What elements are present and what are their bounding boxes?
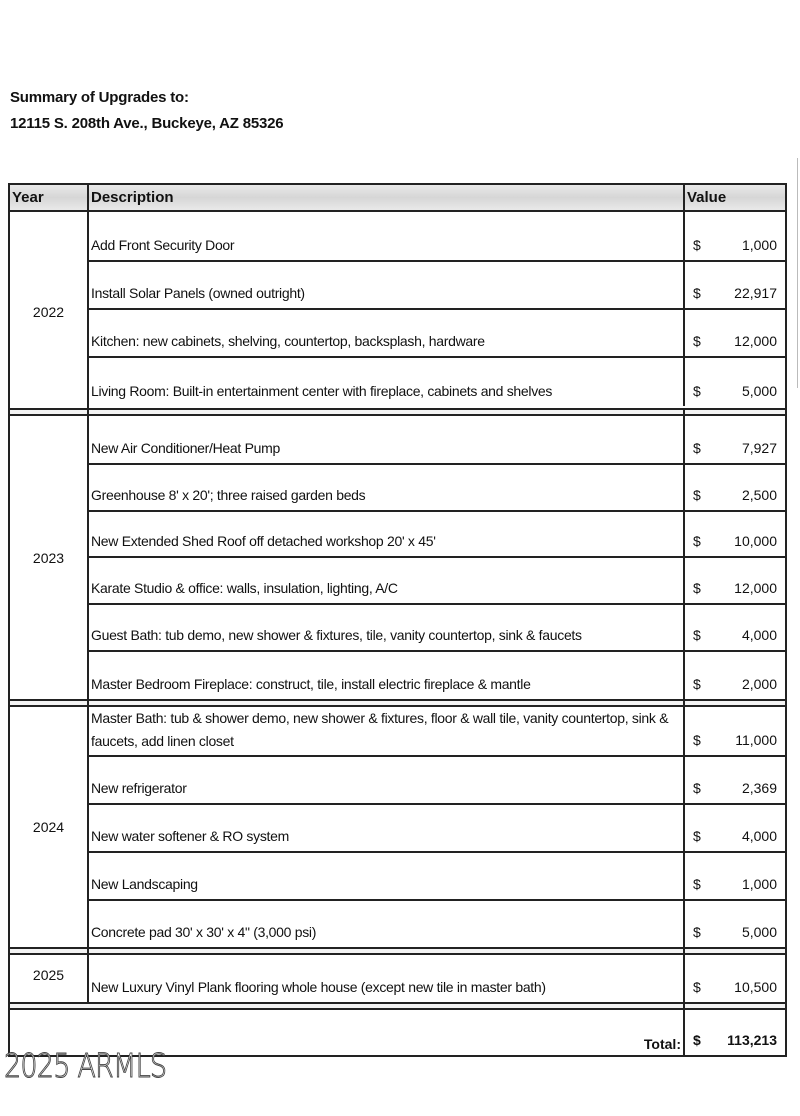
value-cell (685, 262, 785, 308)
currency-symbol: $ (693, 439, 701, 456)
value-cell (685, 465, 785, 510)
table-row (89, 262, 785, 310)
year-cell: 2023 (10, 416, 89, 699)
currency-symbol: $ (693, 1032, 701, 1048)
year-cell: 2024 (10, 707, 89, 947)
description-cell: New Landscaping (89, 853, 685, 899)
value-cell (685, 652, 785, 699)
description-cell: Karate Studio & office: walls, insulation, lighting, A/C (89, 558, 685, 603)
value-cell (685, 853, 785, 899)
description-cell: New Extended Shed Roof off detached workshop 20' x 45' (89, 512, 685, 557)
year-cell: 2022 (10, 212, 89, 408)
description-cell: Master Bedroom Fireplace: construct, tile, install electric fireplace & mantle (89, 652, 685, 699)
description-cell: New Luxury Vinyl Plank flooring whole house (except new tile in master bath) (89, 955, 685, 1002)
description-cell: Install Solar Panels (owned outright) (89, 262, 685, 308)
year-group-2025 (10, 955, 785, 1004)
value-cell (685, 512, 785, 557)
value-cell (685, 358, 785, 406)
value-amount: 1,000 (741, 876, 777, 892)
description-cell: New Air Conditioner/Heat Pump (89, 416, 685, 463)
value-amount: 4,000 (741, 828, 777, 844)
currency-symbol: $ (693, 876, 701, 892)
description-cell: Kitchen: new cabinets, shelving, countertop, backsplash, hardware (89, 310, 685, 356)
table-row (89, 652, 785, 699)
table-row (89, 605, 785, 652)
value-amount: 7,927 (741, 439, 777, 456)
description-cell: Greenhouse 8' x 20'; three raised garden beds (89, 465, 685, 510)
description-cell: Master Bath: tub & shower demo, new shower & fixtures, floor & wall tile, vanity countertop, sink & faucets, add linen closet (89, 707, 685, 755)
value-amount: 5,000 (741, 924, 777, 940)
total-amount: 113,213 (727, 1032, 777, 1048)
year-cell: 2025 (10, 955, 89, 1002)
value-cell (685, 416, 785, 463)
value-amount: 10,500 (734, 979, 777, 995)
total-label: Total: (10, 1010, 685, 1055)
table-row (89, 465, 785, 512)
value-cell (685, 805, 785, 851)
currency-symbol: $ (693, 627, 701, 644)
currency-symbol: $ (693, 333, 701, 349)
year-group-2023 (10, 416, 785, 701)
table-row (89, 512, 785, 559)
year-group-2024 (10, 707, 785, 949)
description-cell: Living Room: Built-in entertainment center with fireplace, cabinets and shelves (89, 358, 685, 406)
value-cell (685, 212, 785, 260)
value-amount: 1,000 (741, 237, 777, 253)
value-amount: 2,500 (741, 486, 777, 503)
currency-symbol: $ (693, 533, 701, 550)
value-cell (685, 757, 785, 803)
currency-symbol: $ (693, 979, 701, 995)
armls-watermark: 2025 ARMLS (4, 1046, 167, 1085)
table-row (89, 853, 785, 901)
table-row (89, 416, 785, 465)
column-header-description: Description (89, 185, 685, 210)
value-cell (685, 558, 785, 603)
description-cell: Guest Bath: tub demo, new shower & fixtures, tile, vanity countertop, sink & faucets (89, 605, 685, 650)
value-amount: 12,000 (734, 580, 777, 597)
description-cell: New refrigerator (89, 757, 685, 803)
column-header-year: Year (10, 185, 89, 210)
description-cell: Add Front Security Door (89, 212, 685, 260)
table-row (89, 310, 785, 358)
value-amount: 11,000 (735, 732, 777, 748)
value-amount: 4,000 (741, 627, 777, 644)
description-cell: Concrete pad 30' x 30' x 4" (3,000 psi) (89, 901, 685, 947)
table-row (89, 757, 785, 805)
year-group-2022 (10, 212, 785, 410)
table-row (89, 805, 785, 853)
currency-symbol: $ (693, 780, 701, 796)
table-row (89, 707, 785, 757)
currency-symbol: $ (693, 383, 701, 399)
currency-symbol: $ (693, 732, 701, 748)
description-cell: New water softener & RO system (89, 805, 685, 851)
table-row (89, 955, 785, 1002)
value-cell (685, 310, 785, 356)
table-row (89, 901, 785, 947)
value-cell (685, 707, 785, 755)
edge-divider (797, 158, 798, 388)
value-cell (685, 901, 785, 947)
currency-symbol: $ (693, 828, 701, 844)
currency-symbol: $ (693, 285, 701, 301)
currency-symbol: $ (693, 486, 701, 503)
value-amount: 2,369 (741, 780, 777, 796)
property-address: 12115 S. 208th Ave., Buckeye, AZ 85326 (10, 115, 284, 132)
table-row (89, 212, 785, 262)
value-amount: 5,000 (741, 383, 777, 399)
currency-symbol: $ (693, 237, 701, 253)
value-amount: 2,000 (741, 675, 777, 692)
currency-symbol: $ (693, 675, 701, 692)
upgrades-table (8, 183, 787, 1057)
currency-symbol: $ (693, 924, 701, 940)
document-title: Summary of Upgrades to: (10, 89, 189, 106)
total-value-cell (685, 1010, 785, 1055)
table-header (10, 185, 785, 212)
value-amount: 10,000 (734, 533, 777, 550)
table-row (89, 358, 785, 406)
table-row (89, 558, 785, 605)
currency-symbol: $ (693, 580, 701, 597)
value-cell (685, 955, 785, 1002)
value-amount: 22,917 (734, 285, 777, 301)
value-cell (685, 605, 785, 650)
value-amount: 12,000 (734, 333, 777, 349)
column-header-value: Value (687, 189, 727, 206)
